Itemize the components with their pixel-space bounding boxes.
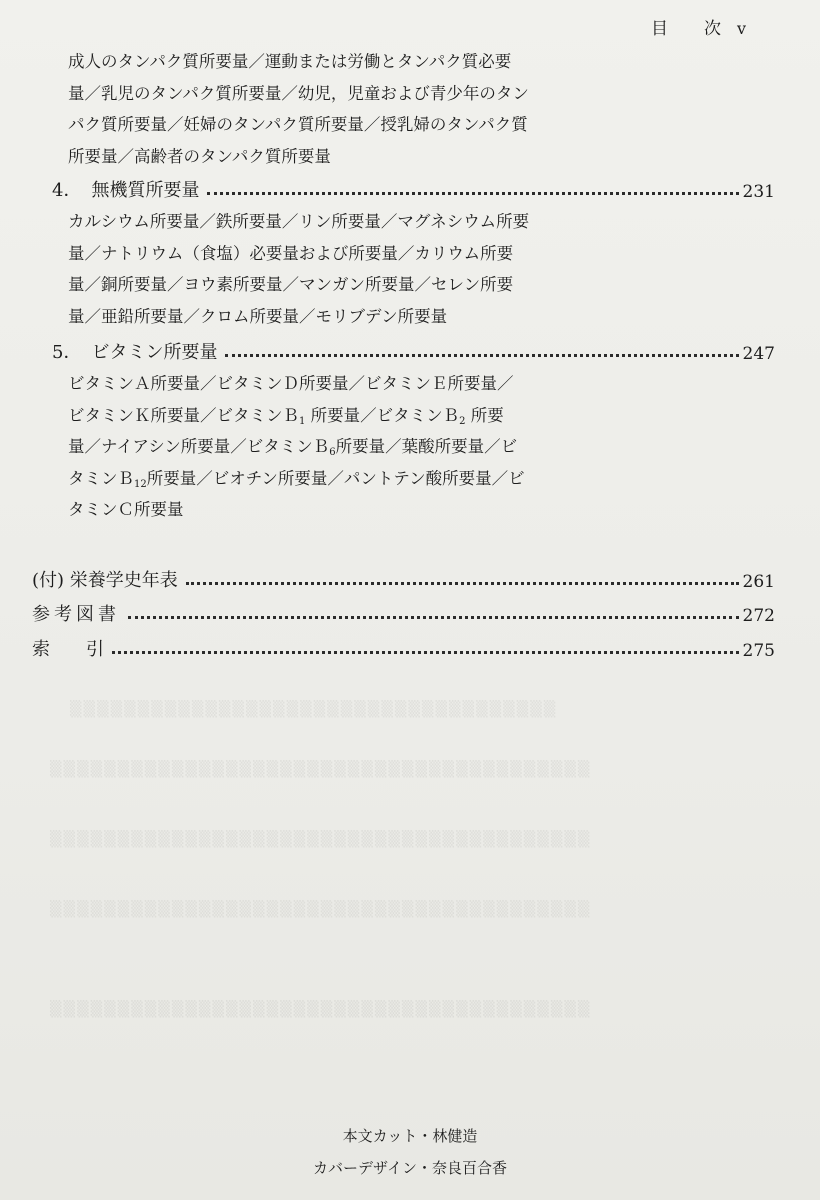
entry-title: (付) 栄養学史年表: [32, 570, 178, 591]
toc-subitems-minerals: [68, 206, 578, 332]
toc-subitem-line: 量／ナトリウム（食塩）必要量および所要量／カリウム所要: [68, 243, 514, 263]
entry-title-2: 引: [86, 639, 104, 660]
section-number: 4．: [52, 180, 82, 201]
entry-title-1: 索: [32, 639, 50, 660]
show-through-texture: ▒▒▒▒▒▒▒▒▒▒▒▒▒▒▒▒▒▒▒▒▒▒▒▒▒▒▒▒▒▒▒▒▒▒▒▒▒▒▒▒: [50, 830, 592, 848]
page-number: 231: [742, 182, 775, 202]
section-title: ビタミン所要量: [91, 342, 218, 363]
page-number: 272: [742, 606, 775, 626]
leader-dots: [207, 192, 738, 195]
section-title: 無機質所要量: [91, 180, 200, 201]
page-number: 247: [742, 344, 775, 364]
credit-illustrations: 本文カット・林健造: [342, 1127, 478, 1145]
show-through-texture: ▒▒▒▒▒▒▒▒▒▒▒▒▒▒▒▒▒▒▒▒▒▒▒▒▒▒▒▒▒▒▒▒▒▒▒▒▒▒▒▒: [50, 900, 592, 918]
show-through-texture: ▒▒▒▒▒▒▒▒▒▒▒▒▒▒▒▒▒▒▒▒▒▒▒▒▒▒▒▒▒▒▒▒▒▒▒▒: [70, 700, 558, 718]
section-number: 5．: [52, 342, 82, 363]
toc-subitem-line: 量／乳児のタンパク質所要量／幼児，児童および青少年のタン: [68, 83, 529, 103]
toc-subitem-line: タミンＢ$_{12}$所要量／ビオチン所要量／パントテン酸所要量／ビ: [68, 468, 525, 490]
toc-subitem-line: カルシウム所要量／鉄所要量／リン所要量／マグネシウム所要: [68, 212, 530, 231]
toc-subitem-line: タミンＣ所要量: [68, 500, 184, 519]
toc-subitem-line: ビタミンＫ所要量／ビタミンＢ$_1$ 所要量／ビタミンＢ$_2$ 所要: [68, 405, 504, 427]
toc-subitem-line: 成人のタンパク質所要量／運動または労働とタンパク質必要: [68, 52, 512, 71]
toc-subitems-protein: [68, 46, 578, 172]
toc-subitem-line: パク質所要量／妊婦のタンパク質所要量／授乳婦のタンパク質: [68, 115, 528, 134]
leader-dots: [186, 582, 739, 585]
header-label-2: 次: [703, 19, 723, 39]
show-through-texture: ▒▒▒▒▒▒▒▒▒▒▒▒▒▒▒▒▒▒▒▒▒▒▒▒▒▒▒▒▒▒▒▒▒▒▒▒▒▒▒▒: [50, 1000, 592, 1018]
toc-entry-appendix: [32, 562, 775, 592]
page-number: 261: [742, 572, 775, 592]
toc-subitem-line: ビタミンＡ所要量／ビタミンＤ所要量／ビタミンＥ所要量／: [68, 374, 514, 393]
credit-cover-design: カバーデザイン・奈良百合香: [313, 1159, 507, 1177]
toc-entry-references: [32, 596, 775, 626]
page-number-roman: v: [736, 19, 748, 38]
toc-subitem-line: 量／銅所要量／ヨウ素所要量／マンガン所要量／セレン所要: [68, 275, 514, 294]
leader-dots: [225, 354, 738, 357]
entry-title: 参考図書: [32, 604, 120, 625]
toc-entry-minerals: [52, 172, 775, 202]
toc-subitem-line: 量／亜鉛所要量／クロム所要量／モリブデン所要量: [68, 306, 448, 326]
toc-entry-index: [32, 631, 775, 661]
toc-subitem-line: 所要量／高齢者のタンパク質所要量: [68, 146, 331, 166]
leader-dots: [128, 616, 739, 619]
toc-entry-vitamins: [52, 334, 775, 364]
show-through-texture: ▒▒▒▒▒▒▒▒▒▒▒▒▒▒▒▒▒▒▒▒▒▒▒▒▒▒▒▒▒▒▒▒▒▒▒▒▒▒▒▒: [50, 760, 592, 778]
leader-dots: [112, 651, 739, 654]
header-label-1: 目: [650, 19, 670, 39]
toc-subitem-line: 量／ナイアシン所要量／ビタミンＢ$_6$所要量／葉酸所要量／ビ: [68, 437, 518, 458]
toc-subitems-vitamins: [68, 368, 578, 526]
page-number: 275: [742, 641, 775, 661]
running-header: [651, 14, 748, 39]
